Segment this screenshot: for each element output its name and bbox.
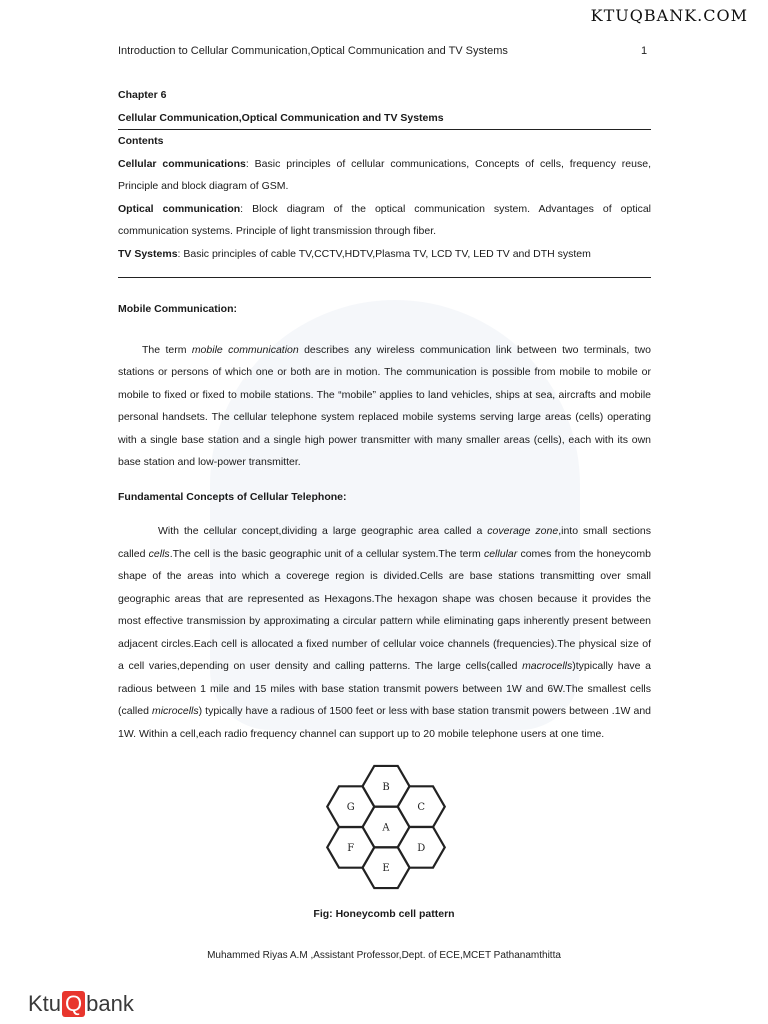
hex-label-f: F	[347, 842, 355, 854]
contents-cellular-label: Cellular communications	[118, 157, 246, 170]
paragraph-mobile	[118, 339, 651, 474]
text-span: ) typically have a radious of 1500 feet or less with base station transmit powers between .1W and 1W. Within a cell,each radio frequency channel can support up to 20 mobile telephone users at one time.	[118, 705, 651, 740]
hex-cells	[327, 766, 445, 888]
hex-label-b: B	[382, 781, 390, 793]
contents-heading: Contents	[118, 135, 164, 147]
contents-cellular	[118, 153, 651, 198]
contents-optical-label: Optical communication	[118, 202, 241, 215]
hex-label-e: E	[382, 863, 390, 875]
text-span: .The cell is the basic geographic unit of a cellular system.The term	[169, 547, 484, 560]
text-emphasis: mobile communication	[191, 343, 299, 356]
section-heading-fundamentals: Fundamental Concepts of Cellular Telephone:	[118, 490, 347, 503]
text-emphasis: coverage zone	[487, 525, 559, 537]
section-heading-mobile: Mobile Communication:	[118, 303, 237, 315]
contents-optical	[118, 198, 651, 243]
hex-label-a: A	[382, 822, 390, 834]
figure-caption: Fig: Honeycomb cell pattern	[313, 908, 455, 920]
contents-tv	[118, 243, 651, 266]
text-span: describes any wireless communication link between two terminals, two stations or persons of which one or both are in motion. The communication is possible from mobile to mobile or mobile to fixed or fixed to mobile stations. The “mobile” applies to land vehicles, ships at sea, aircrafts and mobile personal handsets. The cellular telephone system replaced mobile systems serving large areas (cells) operating with a single base station and a single high power transmitter with many smaller areas (cells), each with its own base station and low-power transmitter.	[118, 343, 651, 468]
paragraph-fundamentals	[118, 520, 651, 745]
text-span: )typically have a radious between 1 mile and 15 miles with base station transmit powers between 1W and 6W.The smallest cells (called	[118, 660, 651, 717]
chapter-title: Cellular Communication,Optical Communication and TV Systems	[118, 111, 444, 124]
chapter-label: Chapter 6	[118, 89, 167, 101]
site-header: KTUQBANK.COM	[590, 6, 748, 25]
text-emphasis: microcells	[151, 705, 199, 717]
hex-label-d: D	[417, 842, 426, 854]
page-number: 1	[641, 45, 648, 57]
contents-cellular-text: : Basic principles of cellular communications, Concepts of cells, frequency reuse, Principle and block diagram of GSM.	[118, 157, 651, 192]
text-span: With the cellular concept,dividing a large geographic area called a	[158, 525, 488, 537]
brand-text-left: Ktu	[28, 991, 62, 1016]
brand-text-right: bank	[86, 991, 134, 1016]
divider	[118, 277, 651, 278]
honeycomb-figure	[316, 762, 456, 890]
hex-label-g: G	[346, 802, 355, 814]
brand-logo	[28, 991, 134, 1017]
contents-tv-label: TV Systems	[118, 247, 178, 260]
running-head: Introduction to Cellular Communication,Optical Communication and TV Systems	[118, 45, 508, 57]
text-span: The term	[142, 343, 192, 356]
page-footer: Muhammed Riyas A.M ,Assistant Professor,Dept. of ECE,MCET Pathanamthitta	[207, 950, 561, 961]
text-span: comes from the honeycomb shape of the areas into which a coverege region is divided.Cells are base stations transmitting over small geographic areas that are represented as Hexagons.The hexagon shape was chosen because it provides the most effective transmission by approximating a circular pattern while eliminating gaps inherently present between adjacent circles.Each cell is allocated a fixed number of cellular voice channels (frequencies).The physical size of a cell varies,depending on user density and calling patterns. The large cells(called	[118, 547, 651, 672]
text-emphasis: cellular	[483, 547, 518, 560]
document-body	[118, 84, 651, 745]
text-emphasis: cells	[148, 547, 170, 560]
contents-optical-text: : Block diagram of the optical communication system. Advantages of optical communication systems. Principle of light transmission through fiber.	[118, 202, 651, 237]
brand-q-mark: Q	[62, 991, 85, 1017]
contents-tv-text: : Basic principles of cable TV,CCTV,HDTV,Plasma TV, LCD TV, LED TV and DTH system	[177, 247, 591, 260]
text-emphasis: macrocells	[522, 660, 573, 672]
text-span: ,into small sections called	[118, 525, 652, 560]
hex-label-c: C	[417, 802, 426, 814]
